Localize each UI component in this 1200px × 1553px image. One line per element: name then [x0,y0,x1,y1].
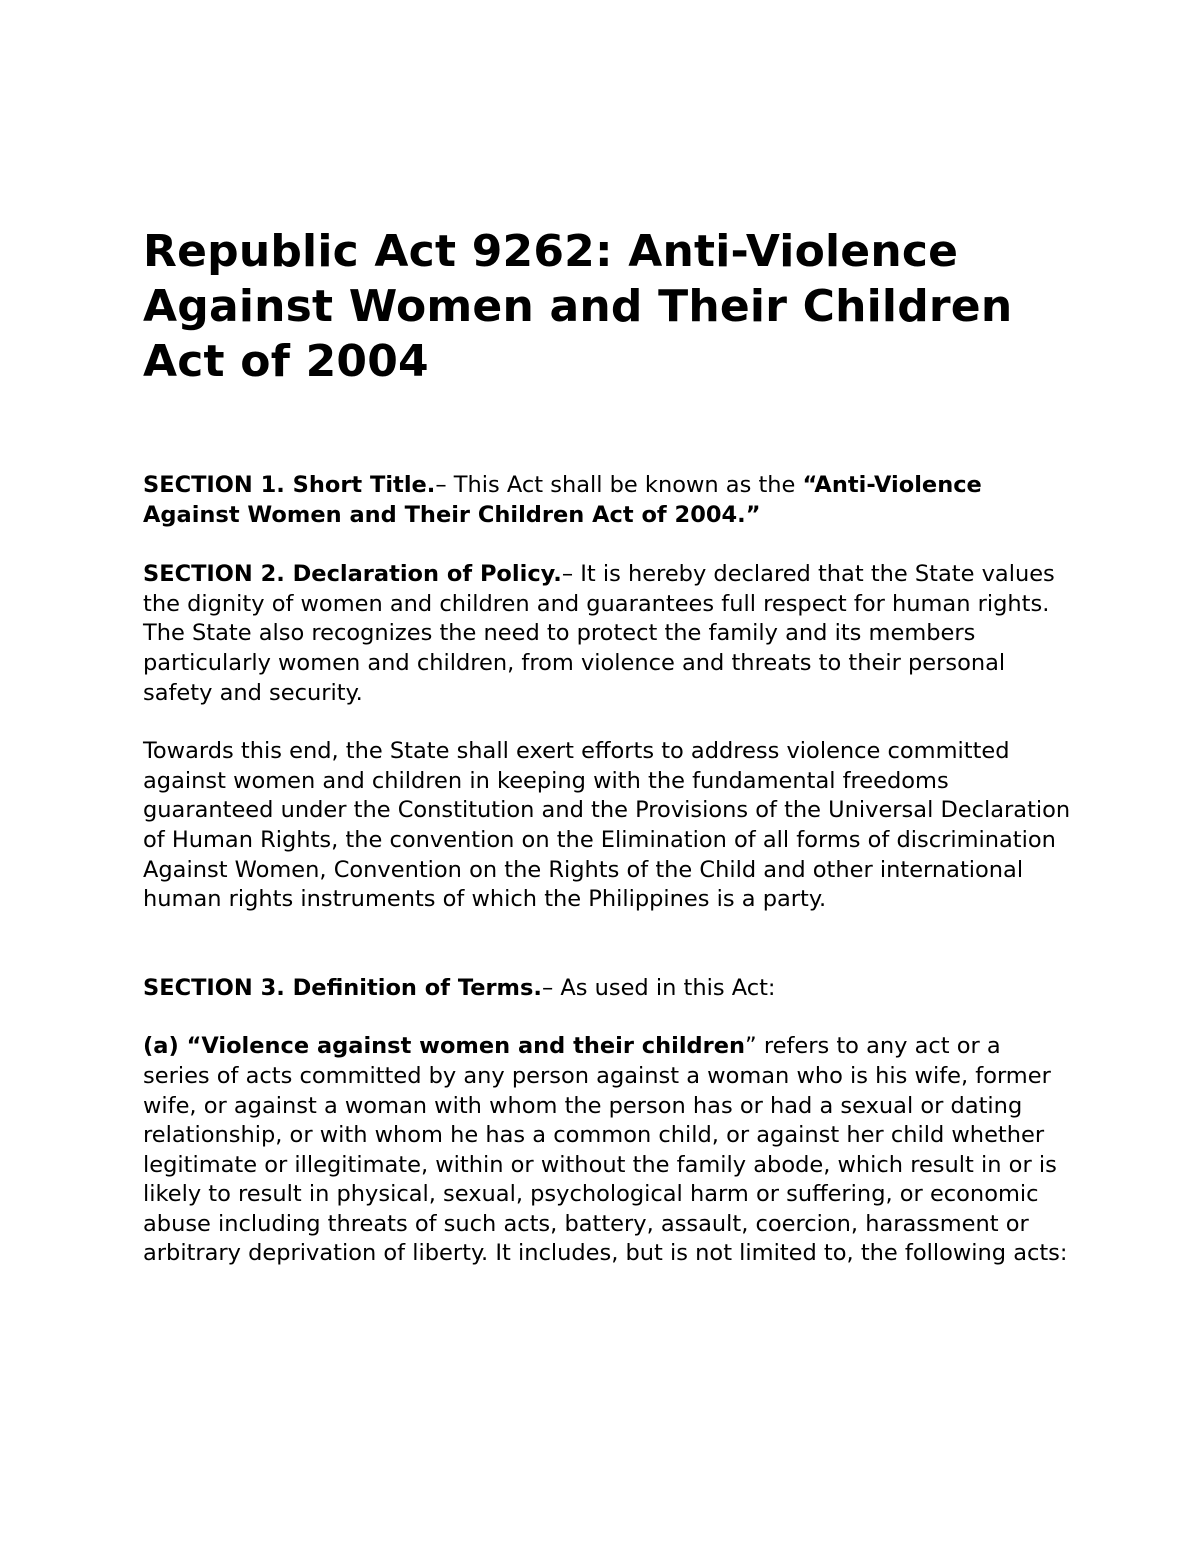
section-1 [143,471,1073,530]
section-1-text: This Act shall be known as the [453,472,803,498]
definition-a-term: (a) “Violence against women and their children [143,1033,746,1060]
section-3-text: As used in this Act: [560,974,776,1001]
section-1-act-name: “Anti-Violence Against Women and Their Children Act of 2004.” [143,472,982,528]
definition-a-quote-close: ” [745,1033,764,1060]
document-page [143,224,1073,1269]
document-title: Republic Act 9262: Anti-Violence Against Women and Their Children Act of 2004 [143,226,1013,387]
section-3-dash: – [541,974,561,1001]
section-1-heading: SECTION 1. Short Title. [143,472,436,498]
section-3 [143,974,1073,1004]
section-2-text: It is hereby declared that the State values the dignity of women and children and guarantees full respect for human rights. The State also recognizes the need to protect the family and its members particularly women and children, from violence and threats to their personal safety and security. [143,561,1055,706]
section-2-dash: – [561,561,581,588]
section-2-paragraph-2: Towards this end, the State shall exert efforts to address violence committed against women and children in keeping with the fundamental freedoms guaranteed under the Constitution and the Provisions of the Universal Declaration of Human Rights, the convention on the Elimination of all forms of discrimination Against Women, Convention on the Rights of the Child and other international human rights instruments of which the Philippines is a party. [143,738,1071,913]
section-2-heading: SECTION 2. Declaration of Policy. [143,561,562,588]
section-3-heading: SECTION 3. Definition of Terms. [143,974,542,1001]
definition-a [143,1032,1073,1269]
section-2 [143,560,1073,708]
section-1-dash: – [435,472,454,498]
definition-a-text: refers to any act or a series of acts committed by any person against a woman who is his wife, former wife, or against a woman with whom the person has or had a sexual or dating relationship, or with whom he has a common child, or against her child whether legitimate or illegitimate, within or without the family abode, which result in or is likely to result in physical, sexual, psychological harm or suffering, or economic abuse including threats of such acts, battery, assault, coercion, harassment or arbitrary deprivation of liberty. It includes, but is not limited to, the following acts: [143,1033,1068,1267]
